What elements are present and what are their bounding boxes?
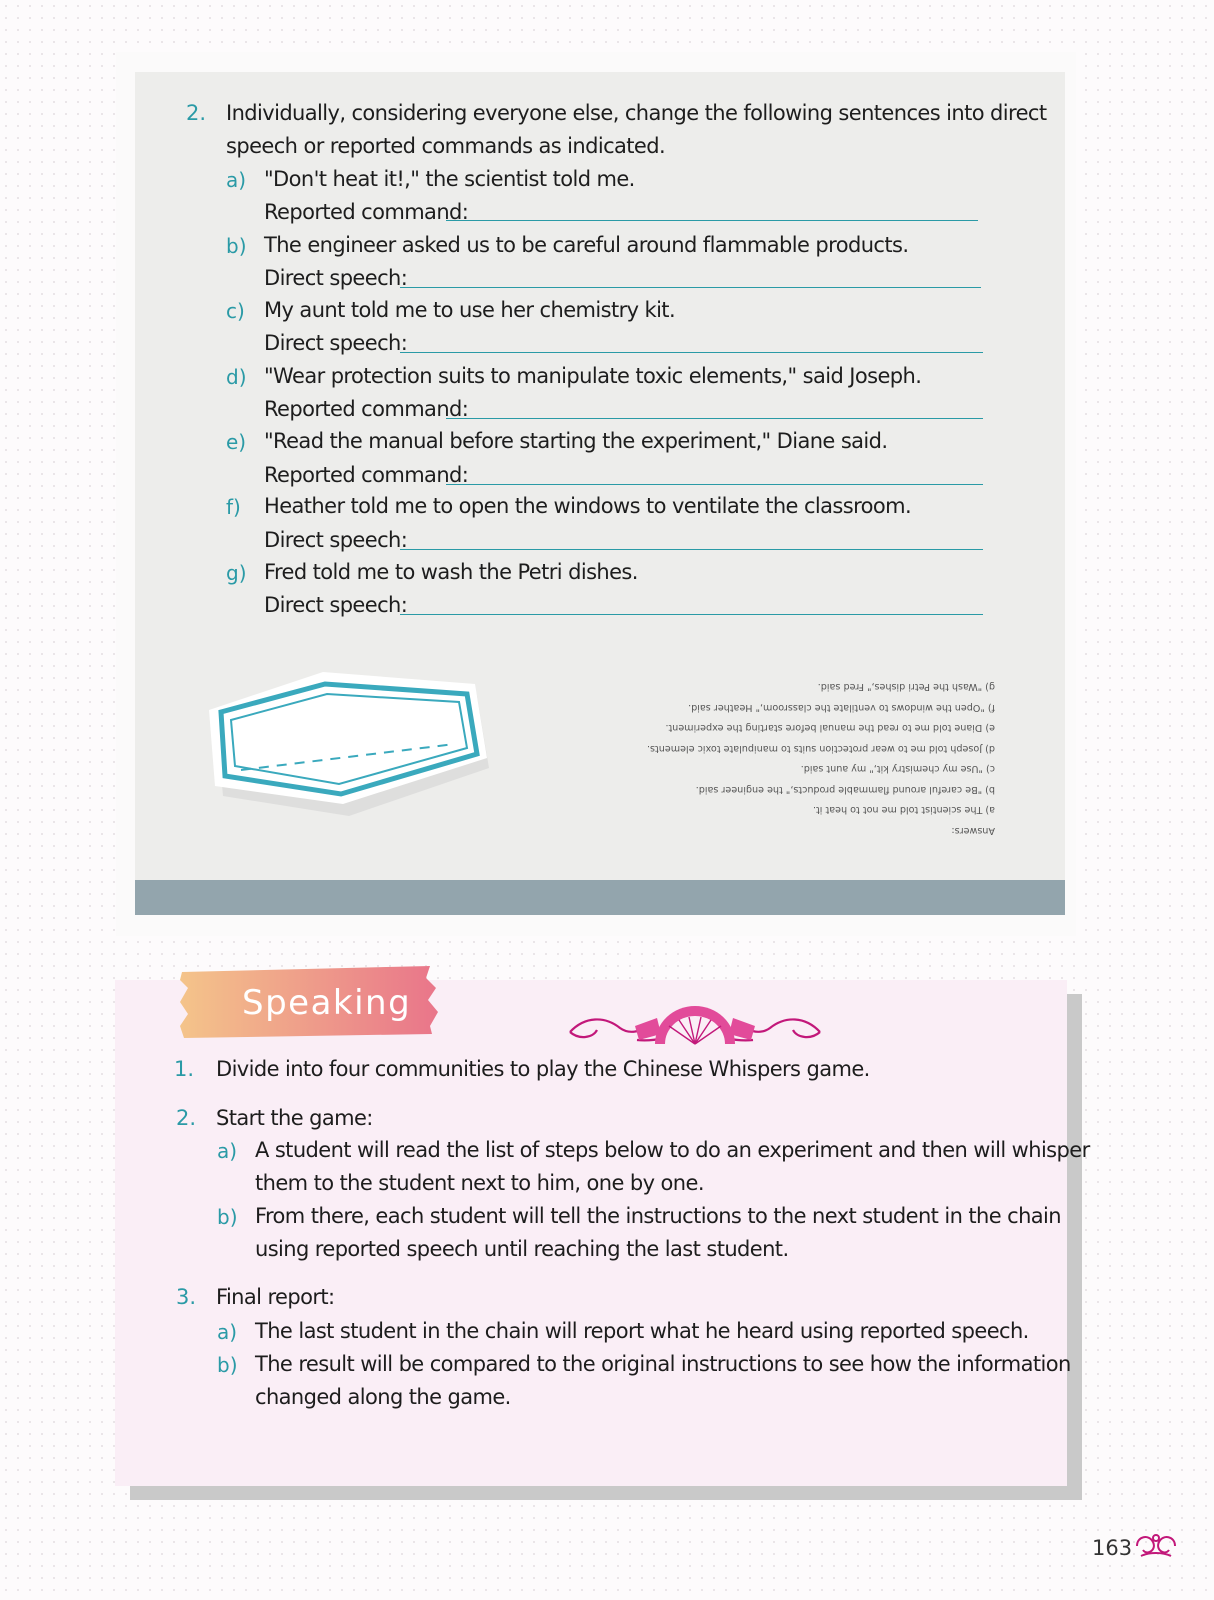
item-prompt-a: Reported command: xyxy=(264,200,469,224)
item-prompt-f: Direct speech: xyxy=(264,528,408,552)
speaking-item-text-3: Final report: xyxy=(216,1285,335,1309)
answer-key xyxy=(646,680,995,840)
item-prompt-d: Reported command: xyxy=(264,397,469,421)
panel-footer-band xyxy=(135,880,1065,915)
speaking-item-text-2b-line2: using reported speech until reaching the last student. xyxy=(255,1237,789,1261)
page-ornament-icon xyxy=(1133,1530,1179,1560)
answer-key-line: a) The scientist told me not to heat it. xyxy=(812,804,995,816)
speaking-item-text-3b-line2: changed along the game. xyxy=(255,1385,511,1409)
speaking-item-number-1: 1. xyxy=(174,1057,195,1081)
answer-line-b[interactable] xyxy=(400,287,981,288)
item-prompt-c: Direct speech: xyxy=(264,331,408,355)
item-sentence-d: "Wear protection suits to manipulate toxic elements," said Joseph. xyxy=(264,364,922,388)
item-sentence-c: My aunt told me to use her chemistry kit. xyxy=(264,298,676,322)
answer-key-line: d) Joseph told me to wear protection suits to manipulate toxic elements. xyxy=(646,743,995,754)
item-letter-f: f) xyxy=(226,495,241,519)
speaking-item-letter-2a: a) xyxy=(217,1139,238,1163)
item-letter-c: c) xyxy=(226,299,245,323)
speaking-item-text-2a-line1: A student will read the list of steps below to do an experiment and then will whisper xyxy=(255,1138,1090,1162)
item-letter-g: g) xyxy=(226,561,247,585)
sticker-frame-icon xyxy=(205,670,500,820)
answer-key-line: b) "Be careful around flammable products," the engineer said. xyxy=(695,784,995,795)
item-letter-e: e) xyxy=(226,430,247,454)
answer-key-line: g) "Wash the Petri dishes," Fred said. xyxy=(817,681,995,693)
answer-line-d[interactable] xyxy=(446,418,983,419)
item-sentence-a: "Don't heat it!," the scientist told me. xyxy=(264,167,635,191)
speaking-item-text-3a: The last student in the chain will report what he heard using reported speech. xyxy=(255,1319,1029,1343)
speaking-item-letter-2b: b) xyxy=(217,1205,238,1229)
speaking-item-letter-3a: a) xyxy=(217,1320,238,1344)
item-sentence-g: Fred told me to wash the Petri dishes. xyxy=(264,560,638,584)
speaking-title: Speaking xyxy=(242,983,412,1023)
page-number: 163 xyxy=(1092,1536,1133,1560)
item-prompt-e: Reported command: xyxy=(264,463,469,487)
answer-line-g[interactable] xyxy=(400,614,983,615)
item-letter-d: d) xyxy=(226,365,247,389)
speaking-item-number-3: 3. xyxy=(176,1285,197,1309)
answer-line-c[interactable] xyxy=(400,352,983,353)
exercise-number: 2. xyxy=(186,101,207,125)
speaking-item-text-2a-line2: them to the student next to him, one by one. xyxy=(255,1171,704,1195)
item-prompt-b: Direct speech: xyxy=(264,266,408,290)
answer-line-a[interactable] xyxy=(446,220,978,221)
answer-key-line: c) "Use my chemistry kit," my aunt said. xyxy=(800,763,995,775)
flourish-ornament-icon xyxy=(565,1002,825,1052)
answer-line-f[interactable] xyxy=(400,549,983,550)
answer-key-line: f) "Open the windows to ventilate the classroom," Heather said. xyxy=(688,702,995,713)
item-sentence-b: The engineer asked us to be careful around flammable products. xyxy=(264,233,909,257)
answer-key-heading: Answers: xyxy=(951,825,995,836)
exercise-instruction-line1: Individually, considering everyone else, change the following sentences into direct xyxy=(226,101,1047,125)
speaking-panel xyxy=(115,980,1067,1486)
item-prompt-g: Direct speech: xyxy=(264,593,408,617)
item-letter-a: a) xyxy=(226,168,247,192)
speaking-item-text-2b-line1: From there, each student will tell the instructions to the next student in the chain xyxy=(255,1204,1061,1228)
exercise-instruction-line2: speech or reported commands as indicated. xyxy=(226,134,666,158)
speaking-item-letter-3b: b) xyxy=(217,1353,238,1377)
speaking-item-number-2: 2. xyxy=(176,1106,197,1130)
item-letter-b: b) xyxy=(226,234,247,258)
answer-line-e[interactable] xyxy=(446,484,983,485)
item-sentence-e: "Read the manual before starting the experiment," Diane said. xyxy=(264,429,888,453)
speaking-item-text-2: Start the game: xyxy=(216,1106,373,1130)
answer-key-line: e) Diane told me to read the manual before starting the experiment. xyxy=(665,722,995,734)
speaking-item-text-1: Divide into four communities to play the Chinese Whispers game. xyxy=(216,1057,870,1081)
speaking-item-text-3b-line1: The result will be compared to the original instructions to see how the information xyxy=(255,1352,1071,1376)
item-sentence-f: Heather told me to open the windows to ventilate the classroom. xyxy=(264,494,912,518)
